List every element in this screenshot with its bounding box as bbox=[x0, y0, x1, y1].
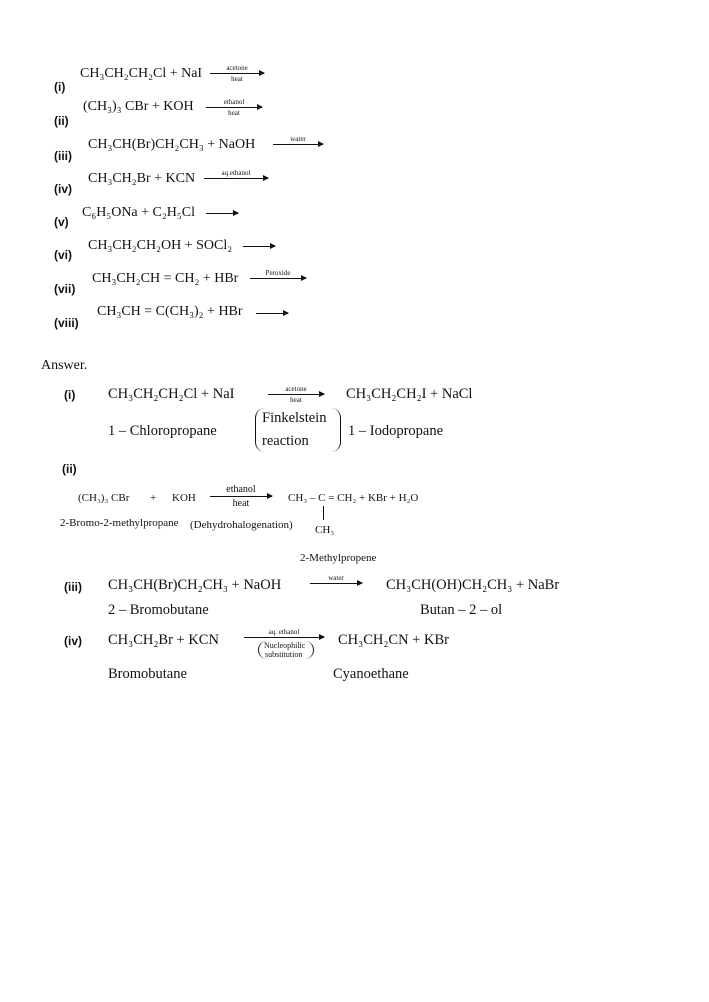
arrow-condition: aq.ethanol bbox=[221, 169, 251, 177]
answer-reactant: (CH₃)₃ CBr bbox=[78, 492, 130, 504]
reaction-arrow bbox=[273, 135, 323, 146]
answer-products: CH₃ – C = CH₂ + KBr + H₂O bbox=[288, 492, 419, 504]
answer-reactants: CH₃CH₂Br + KCN bbox=[108, 632, 219, 648]
reaction-note: reaction bbox=[262, 433, 309, 449]
question-label: (iv) bbox=[54, 182, 72, 196]
product-name: Butan – 2 – ol bbox=[420, 602, 503, 618]
arrow-condition: ethanol bbox=[226, 484, 256, 495]
question-label: (v) bbox=[54, 215, 69, 229]
reaction-note: Finkelstein bbox=[262, 410, 327, 426]
reaction-arrow bbox=[250, 269, 306, 280]
question-equation: C₆H₅ONa + C₂H₅Cl bbox=[82, 205, 195, 220]
product-name: 1 – Iodopropane bbox=[348, 423, 444, 439]
reactant-name: 2 – Bromobutane bbox=[108, 602, 209, 618]
product-name: 2-Methylpropene bbox=[300, 552, 377, 564]
arrow-condition: acetone bbox=[285, 385, 307, 393]
reaction-arrow bbox=[256, 313, 288, 314]
arrow-condition: acetone bbox=[226, 64, 248, 72]
question-equation: CH₃CH₂CH₂Cl + NaI bbox=[80, 66, 203, 81]
plus-sign: + bbox=[150, 492, 157, 504]
question-label: (viii) bbox=[54, 316, 79, 330]
question-label: (vii) bbox=[54, 282, 76, 296]
answer-label: (iv) bbox=[64, 634, 82, 648]
question-label: (iii) bbox=[54, 149, 72, 163]
answer-reactants: CH₃CH₂CH₂Cl + NaI bbox=[108, 386, 235, 402]
question-equation: CH₃CH₂CH = CH₂ + HBr bbox=[92, 271, 239, 286]
reaction-arrow bbox=[210, 484, 272, 509]
reaction-type: (Dehydrohalogenation) bbox=[190, 519, 293, 531]
answer-reactant: KOH bbox=[172, 492, 196, 504]
question-equation: CH₃CH₂CH₂OH + SOCl₂ bbox=[88, 238, 233, 253]
arrow-condition: heat bbox=[232, 498, 250, 509]
reaction-arrow bbox=[310, 574, 362, 585]
arrow-condition: heat bbox=[290, 396, 302, 404]
answer-reactants: CH₃CH(Br)CH₂CH₃ + NaOH bbox=[108, 577, 282, 593]
question-label: (i) bbox=[54, 80, 66, 94]
branch-bond bbox=[323, 506, 324, 520]
arrow-condition: Peroxide bbox=[265, 269, 291, 277]
reactant-name: Bromobutane bbox=[108, 666, 187, 682]
reaction-arrow bbox=[243, 246, 275, 247]
answer-label: (iii) bbox=[64, 580, 82, 594]
reaction-arrow bbox=[210, 64, 264, 83]
question-equation: (CH₃)₃ CBr + KOH bbox=[83, 99, 194, 114]
arrow-condition: aq. ethanol bbox=[268, 628, 300, 636]
reaction-arrow bbox=[206, 98, 262, 117]
reaction-arrow bbox=[268, 385, 324, 404]
branch-group: CH₃ bbox=[315, 524, 335, 536]
answer-products: CH₃CH₂CN + KBr bbox=[338, 632, 449, 648]
reaction-arrow bbox=[206, 213, 238, 214]
question-equation: CH₃CH = C(CH₃)₂ + HBr bbox=[97, 304, 243, 319]
answer-label: (i) bbox=[64, 388, 76, 402]
answer-products: CH₃CH(OH)CH₂CH₃ + NaBr bbox=[386, 577, 560, 593]
reaction-note: substitution bbox=[265, 650, 303, 659]
arrow-condition: heat bbox=[228, 109, 240, 117]
answer-label: (ii) bbox=[62, 462, 77, 476]
reaction-arrow bbox=[244, 628, 324, 639]
answer-products: CH₃CH₂CH₂I + NaCl bbox=[346, 386, 473, 402]
reaction-arrow bbox=[204, 169, 268, 180]
question-equation: CH₃CH(Br)CH₂CH₃ + NaOH bbox=[88, 137, 256, 152]
reaction-note: Nucleophilic bbox=[264, 641, 306, 650]
question-equation: CH₃CH₂Br + KCN bbox=[88, 171, 196, 186]
product-name: Cyanoethane bbox=[333, 666, 409, 682]
answer-heading: Answer. bbox=[41, 358, 88, 373]
question-label: (vi) bbox=[54, 248, 72, 262]
arrow-condition: water bbox=[290, 135, 306, 143]
question-label: (ii) bbox=[54, 114, 69, 128]
reactant-name: 2-Bromo-2-methylpropane bbox=[60, 517, 179, 529]
arrow-condition: ethanol bbox=[223, 98, 245, 106]
reactant-name: 1 – Chloropropane bbox=[108, 423, 217, 439]
arrow-condition: water bbox=[328, 574, 344, 582]
arrow-condition: heat bbox=[231, 75, 243, 83]
